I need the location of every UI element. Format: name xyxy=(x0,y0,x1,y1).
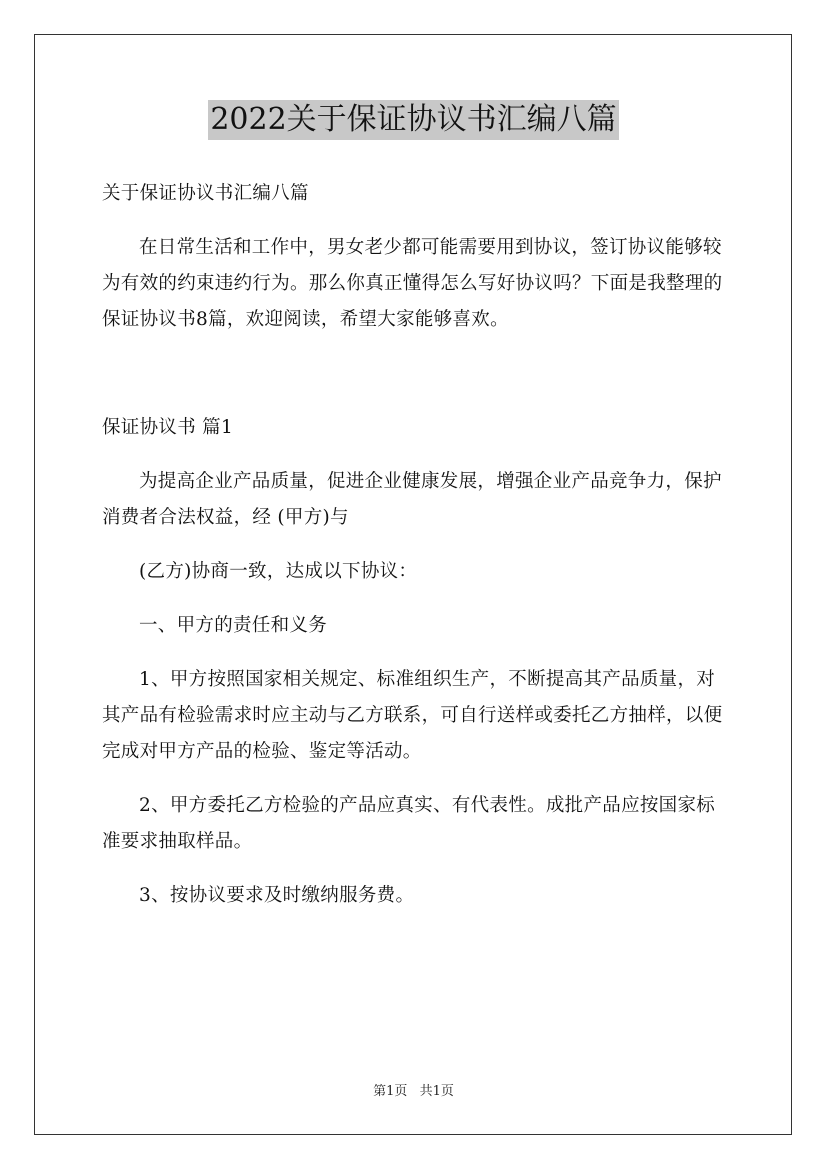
page-footer xyxy=(0,1082,827,1102)
clause-heading: 一、甲方的责任和义务 xyxy=(139,615,328,636)
body-paragraph: (乙方)协商一致，达成以下协议： xyxy=(139,561,418,582)
clause-item: 2、甲方委托乙方检验的产品应真实、有代表性。成批产品应按国家标准要求抽取样品。 xyxy=(102,795,716,852)
clause-item: 3、按协议要求及时缴纳服务费。 xyxy=(139,885,415,906)
document-body xyxy=(102,176,732,914)
page-number: 第1页 xyxy=(373,1084,408,1099)
document-title: 2022关于保证协议书汇编八篇 xyxy=(208,100,618,140)
section-heading: 保证协议书 篇1 xyxy=(102,417,234,438)
document-subtitle: 关于保证协议书汇编八篇 xyxy=(102,183,309,204)
page-total: 共1页 xyxy=(419,1084,454,1099)
clause-item: 1、甲方按照国家相关规定、标准组织生产，不断提高其产品质量，对其产品有检验需求时应主动与乙方联系，可自行送样或委托乙方抽样，以便完成对甲方产品的检验、鉴定等活动。 xyxy=(102,669,723,762)
title-wrap xyxy=(0,100,827,140)
intro-paragraph: 在日常生活和工作中，男女老少都可能需要用到协议，签订协议能够较为有效的约束违约行为。那么你真正懂得怎么写好协议吗？下面是我整理的保证协议书8篇，欢迎阅读，希望大家能够喜欢。 xyxy=(102,237,723,330)
body-paragraph: 为提高企业产品质量，促进企业健康发展，增强企业产品竞争力，保护消费者合法权益，经 (甲方)与 xyxy=(102,471,722,528)
